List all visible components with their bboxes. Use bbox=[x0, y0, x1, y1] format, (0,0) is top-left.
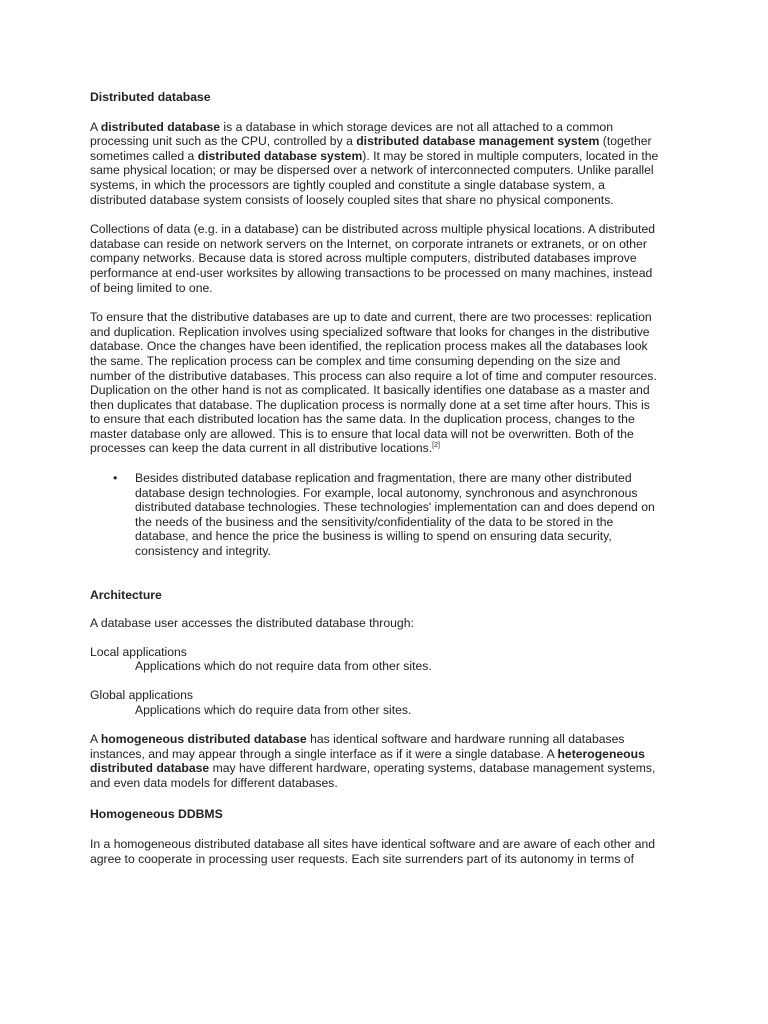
global-applications-description: Applications which do require data from other sites. bbox=[135, 702, 412, 717]
intro-text: (together sometimes called a bbox=[90, 134, 652, 163]
term-distributed-database: distributed database bbox=[100, 119, 221, 134]
citation-link[interactable]: [2] bbox=[432, 442, 440, 450]
bullet-text: Besides distributed database replication and fragmentation, there are many other distributed database design technologies. For example, local autonomy, synchronous and asynchronous distributed database technologies. These technologies' implementation can and does depend on the needs of the business and the sensitivity/confidentiality of the data to be stored in the database, and hence the price the business is willing to spend on ensuring data security, consistency and integrity. bbox=[135, 471, 655, 559]
intro-text: A bbox=[90, 119, 101, 134]
intro-text: is a database in which storage devices are not all attached to a common processing unit such as the CPU, controlled by a bbox=[90, 119, 613, 149]
term-homogeneous: homogeneous distributed database bbox=[100, 732, 307, 747]
global-applications-entry bbox=[90, 688, 704, 717]
paragraph-text: has identical software and hardware running all databases instances, and may appear through a single interface as if it were a single database. A bbox=[90, 732, 625, 761]
local-applications-entry bbox=[90, 645, 704, 674]
global-applications-term: Global applications bbox=[90, 688, 193, 702]
term-heterogeneous: heterogeneous bbox=[557, 746, 645, 761]
local-applications-term: Local applications bbox=[90, 644, 187, 659]
homogeneous-paragraph: In a homogeneous distributed database all sites have identical software and are aware of each other and agree to cooperate in processing user requests. Each site surrenders part of its autonomy in terms of bbox=[90, 837, 656, 866]
section-heading-homogeneous: Homogeneous DDBMS bbox=[90, 806, 223, 821]
section-heading-architecture: Architecture bbox=[90, 587, 162, 602]
bullet-icon: • bbox=[113, 471, 118, 486]
replication-paragraph bbox=[90, 310, 704, 456]
homogeneous-heterogeneous-paragraph bbox=[90, 732, 704, 790]
bullet-list bbox=[90, 471, 704, 559]
term-ddbms: distributed database management system bbox=[356, 134, 600, 149]
paragraph-text: A bbox=[90, 732, 101, 747]
replication-text: To ensure that the distributive databases are up to date and current, there are two processes: replication and duplication. Replication involves using specialized software that looks for changes in the distributive database. Once the changes have been identified, the replication process makes all the databases look the same. The replication process can be complex and time consuming depending on the size and number of the distributive databases. This process can also require a lot of time and computer resources. Duplication on the other hand is not as complicated. It basically identifies one database as a master and then duplicates that database. The duplication process is normally done at a set time after hours. This is to ensure that each distributed location has the same data. In the duplication process, changes to the master database only are allowed. This is to ensure that local data will not be overwritten. Both of the processes can keep the data current in all distributive locations. bbox=[90, 310, 657, 456]
collections-paragraph: Collections of data (e.g. in a database) can be distributed across multiple physical locations. A distributed database can reside on network servers on the Internet, on corporate intranets or extranets, or on other company networks. Because data is stored across multiple computers, distributed databases improve performance at end-user worksites by allowing transactions to be processed on many machines, instead of being limited to one. bbox=[90, 222, 656, 295]
architecture-lead: A database user accesses the distributed database through: bbox=[90, 616, 414, 631]
intro-paragraph bbox=[90, 120, 704, 208]
document-title: Distributed database bbox=[90, 90, 211, 104]
list-item bbox=[90, 471, 704, 559]
intro-text: ). It may be stored in multiple computers, located in the same physical location; or may be dispersed over a network of interconnected computers. Unlike parallel systems, in which the processors are tightly coupled and constitute a single database system, a distributed database system consists of loosely coupled sites that share no physical components. bbox=[90, 148, 659, 207]
paragraph-text: may have different hardware, operating systems, database management systems, and even data models for different databases. bbox=[90, 761, 656, 790]
term-distributed-database-system: distributed database system bbox=[197, 148, 363, 163]
local-applications-description: Applications which do not require data from other sites. bbox=[135, 659, 432, 674]
term-heterogeneous-continued: distributed database bbox=[90, 761, 210, 776]
